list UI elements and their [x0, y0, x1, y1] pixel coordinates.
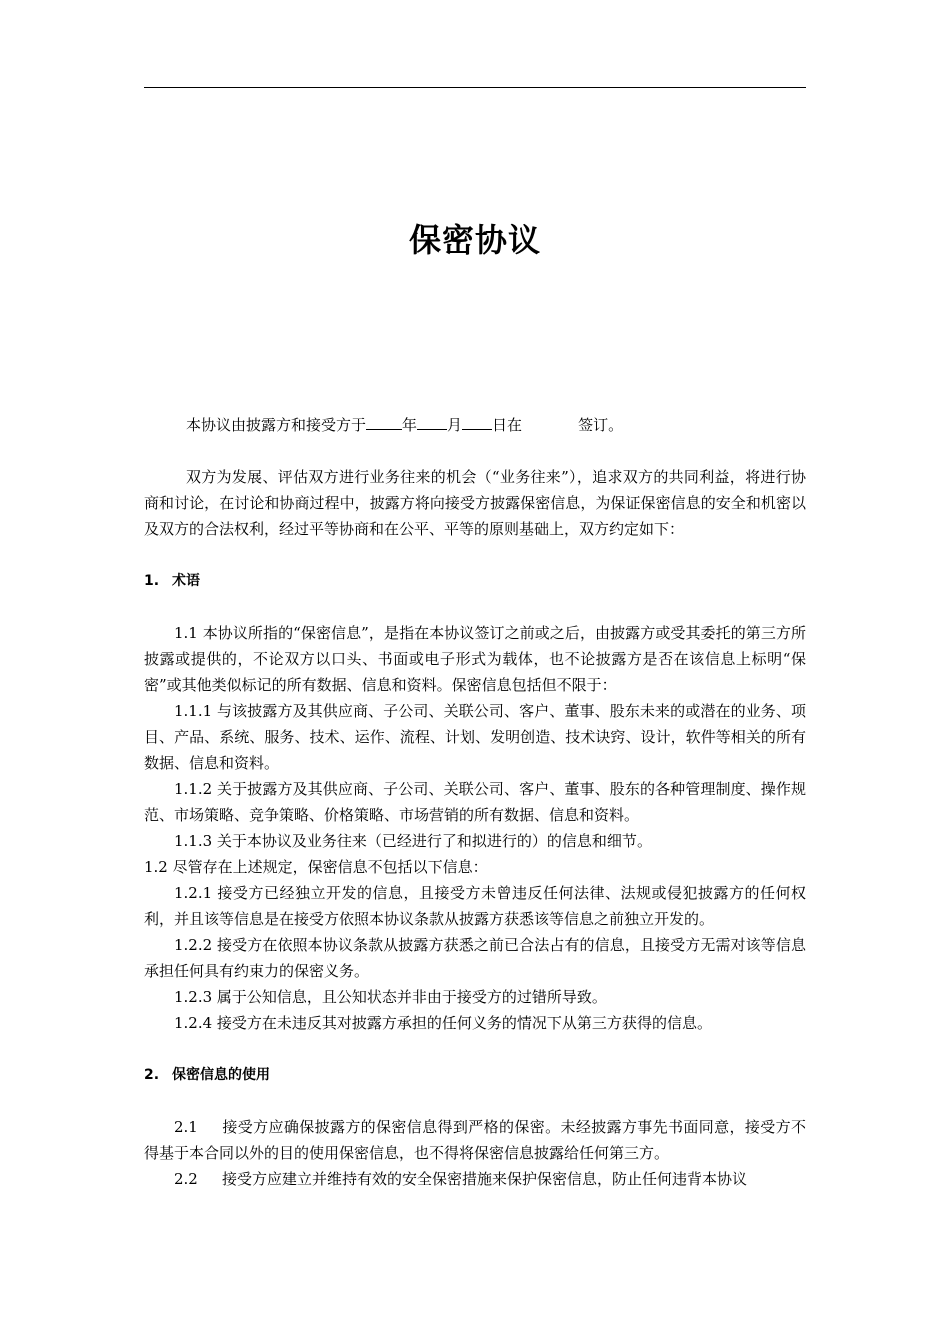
year-label: 年 [402, 416, 418, 434]
clause-2-1-text: 接受方应确保披露方的保密信息得到严格的保密。未经披露方事先书面同意，接受方不得基于本合同以外的目的使用保密信息，也不得将保密信息披露给任何第三方。 [144, 1118, 806, 1162]
clause-2-1-number: 2.1 [174, 1118, 198, 1136]
date-suffix: 签订。 [578, 416, 624, 434]
signing-date-line [144, 412, 806, 438]
clause-2-2-number: 2.2 [174, 1170, 198, 1188]
preamble-paragraph: 双方为发展、评估双方进行业务往来的机会（“业务往来”），追求双方的共同利益，将进行协商和讨论，在讨论和协商过程中，披露方将向接受方披露保密信息，为保证保密信息的安全和机密以及双方的合法权利，经过平等协商和在公平、平等的原则基础上，双方约定如下： [144, 468, 806, 538]
section-2-heading [144, 1062, 806, 1088]
clause-2-2-text: 接受方应建立并维持有效的安全保密措施来保护保密信息，防止任何违背本协议 [222, 1170, 748, 1188]
clause-1-1-1: 1.1.1 与该披露方及其供应商、子公司、关联公司、客户、董事、股东未来的或潜在的业务、项目、产品、系统、服务、技术、运作、流程、计划、发明创造、技术诀窍、设计，软件等相关的所有数据、信息和资料。 [144, 702, 806, 772]
clause-1-2-4: 1.2.4 接受方在未违反其对披露方承担的任何义务的情况下从第三方获得的信息。 [174, 1014, 712, 1032]
clause-1-2-2: 1.2.2 接受方在依照本协议条款从披露方获悉之前已合法占有的信息，且接受方无需对该等信息承担任何具有约束力的保密义务。 [144, 936, 806, 980]
day-label: 日在 [492, 416, 523, 434]
clause-1-1-3: 1.1.3 关于本协议及业务往来（已经进行了和拟进行的）的信息和细节。 [174, 832, 652, 850]
section-1-title: 术语 [172, 573, 200, 589]
clause-1-1-2: 1.1.2 关于披露方及其供应商、子公司、关联公司、客户、董事、股东的各种管理制度、操作规范、市场策略、竞争策略、价格策略、市场营销的所有数据、信息和资料。 [144, 780, 806, 824]
clause-1-1: 1.1 本协议所指的“保密信息”，是指在本协议签订之前或之后，由披露方或受其委托的第三方所披露或提供的，不论双方以口头、书面或电子形式为载体，也不论披露方是否在该信息上标明“保密”或其他类似标记的所有数据、信息和资料。保密信息包括但不限于： [144, 624, 806, 694]
document-body [144, 412, 806, 1192]
document-title: 保密协议 [408, 221, 541, 259]
year-blank [366, 413, 402, 430]
clause-1-2: 1.2 尽管存在上述规定，保密信息不包括以下信息： [144, 858, 488, 876]
clause-2-1 [144, 1114, 806, 1166]
day-blank [462, 413, 492, 430]
month-blank [417, 413, 447, 430]
section-1-number: 1. [144, 573, 160, 589]
month-label: 月 [447, 416, 463, 434]
clause-2-2 [144, 1166, 806, 1192]
clause-1-2-3: 1.2.3 属于公知信息，且公知状态并非由于接受方的过错所导致。 [174, 988, 607, 1006]
header-rule [144, 87, 806, 88]
section-2-number: 2. [144, 1067, 160, 1083]
date-prefix: 本协议由披露方和接受方于 [186, 416, 367, 434]
clause-1-2-1: 1.2.1 接受方已经独立开发的信息，且接受方未曾违反任何法律、法规或侵犯披露方的任何权利，并且该等信息是在接受方依照本协议条款从披露方获悉该等信息之前独立开发的。 [144, 884, 806, 928]
section-2-title: 保密信息的使用 [172, 1067, 270, 1083]
section-1-heading [144, 568, 806, 594]
